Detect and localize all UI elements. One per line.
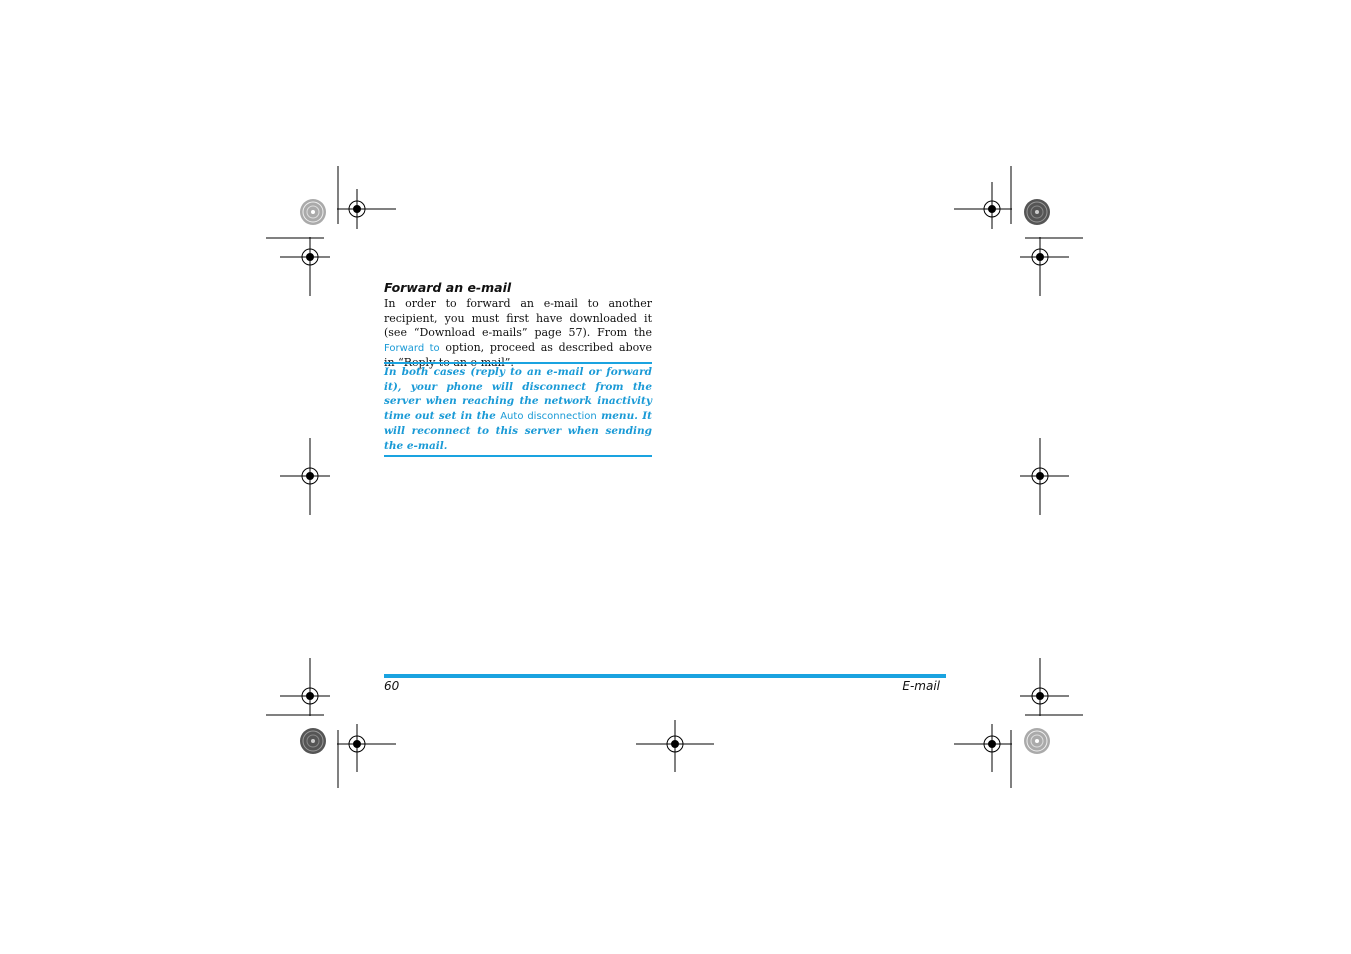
body-text-end: option, proceed as described above in “Reply to an e-mail”. bbox=[384, 340, 653, 369]
note-text-end: menu. It will reconnect to this server when sending the e-mail. bbox=[384, 409, 652, 452]
note-box bbox=[384, 362, 652, 457]
footer-section-name: E-mail bbox=[902, 679, 940, 693]
color-target-icon bbox=[300, 199, 326, 225]
color-target-icon bbox=[1024, 728, 1050, 754]
color-target-icon bbox=[1024, 199, 1050, 225]
menu-term-forward-to: Forward to bbox=[384, 342, 440, 354]
section-body bbox=[384, 297, 652, 371]
section-heading: Forward an e-mail bbox=[384, 280, 512, 295]
page-number: 60 bbox=[384, 679, 400, 693]
body-text-start: In order to forward an e-mail to another recipient, you must first have downloaded it (see “Download e-mails” page 57). From the bbox=[384, 297, 652, 339]
color-target-icon bbox=[300, 728, 326, 754]
note-text-start: In both cases (reply to an e-mail or forward it), your phone will disconnect from the server when reaching the network inactivity time out set in the bbox=[384, 366, 652, 422]
menu-term-auto-disconnection: Auto disconnection bbox=[500, 410, 597, 422]
footer-rule bbox=[384, 674, 946, 678]
